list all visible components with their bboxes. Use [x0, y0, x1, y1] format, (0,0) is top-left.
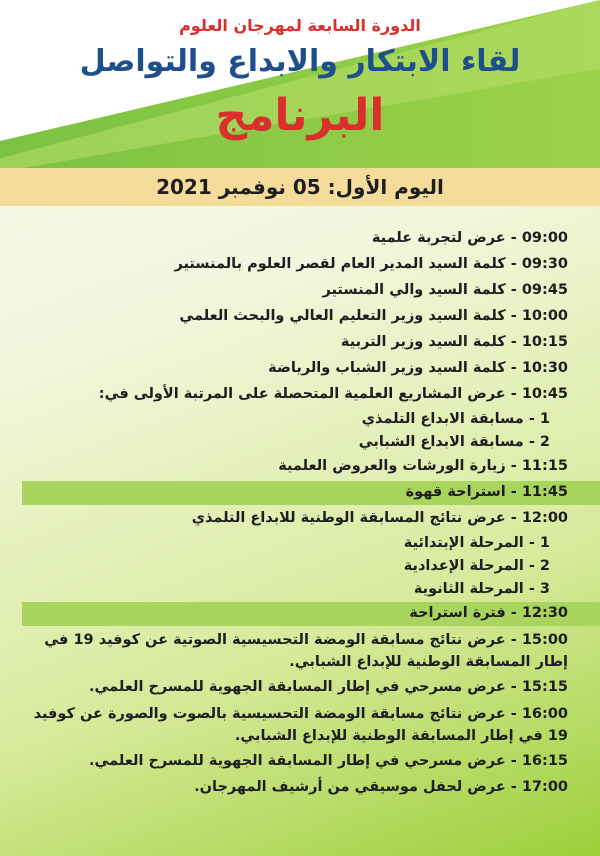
- schedule-list: [20, 226, 568, 801]
- header-banner: [0, 0, 600, 172]
- schedule-item: 17:00 - عرض لحفل موسيقي من أرشيف المهرجان.: [194, 779, 568, 795]
- schedule-subitem: 3 - المرحلة الثانوية: [413, 581, 550, 597]
- schedule-item: 09:30 - كلمة السيد المدير العام لقصر العلوم بالمنستير: [174, 256, 568, 272]
- schedule-item: 15:00 - عرض نتائج مسابقة الومضة التحسيسية الصوتية عن كوفيد 19 في إطار المسابقة الوطنية للإبداع الشبابي.: [44, 632, 568, 670]
- event-subtitle: الدورة السابعة لمهرجان العلوم: [179, 16, 421, 35]
- program-heading: البرنامج: [215, 90, 385, 141]
- event-title: لقاء الابتكار والابداع والتواصل: [79, 44, 521, 79]
- schedule-item: 16:00 - عرض نتائج مسابقة الومضة التحسيسية بالصوت والصورة عن كوفيد 19 في إطار المسابقة الوطنية للإبداع الشبابي.: [33, 706, 568, 744]
- schedule-item: 10:45 - عرض المشاريع العلمية المتحصلة على المرتبة الأولى في:: [98, 386, 568, 402]
- schedule-item: 12:00 - عرض نتائج المسابقة الوطنية للابداع التلمذي: [191, 510, 568, 526]
- schedule-subitem: 2 - المرحلة الإعدادية: [403, 558, 550, 574]
- schedule-break-item: 12:30 - فترة استراحة: [20, 601, 568, 627]
- schedule-item: 09:45 - كلمة السيد والي المنستير: [322, 282, 568, 298]
- schedule-subitem: 2 - مسابقة الابداع الشبابي: [358, 434, 550, 450]
- schedule-item: 10:30 - كلمة السيد وزير الشباب والرياضة: [268, 360, 568, 376]
- schedule-subitem: 1 - المرحلة الإبتدائية: [403, 535, 550, 551]
- schedule-item: 15:15 - عرض مسرحي في إطار المسابقة الجهوية للمسرح العلمي.: [89, 679, 568, 695]
- day-heading: اليوم الأول: 05 نوفمبر 2021: [0, 168, 600, 206]
- schedule-item: 11:15 - زيارة الورشات والعروض العلمية: [278, 458, 568, 474]
- schedule-item: 10:15 - كلمة السيد وزير التربية: [340, 334, 568, 350]
- schedule-break-item: 11:45 - استراحة قهوة: [20, 480, 568, 506]
- schedule-item: 09:00 - عرض لتجربة علمية: [371, 230, 568, 246]
- schedule-subitem: 1 - مسابقة الابداع التلمذي: [361, 411, 550, 427]
- schedule-item: 16:15 - عرض مسرحي في إطار المسابقة الجهوية للمسرح العلمي.: [89, 753, 568, 769]
- schedule-item: 10:00 - كلمة السيد وزير التعليم العالي والبحث العلمي: [179, 308, 568, 324]
